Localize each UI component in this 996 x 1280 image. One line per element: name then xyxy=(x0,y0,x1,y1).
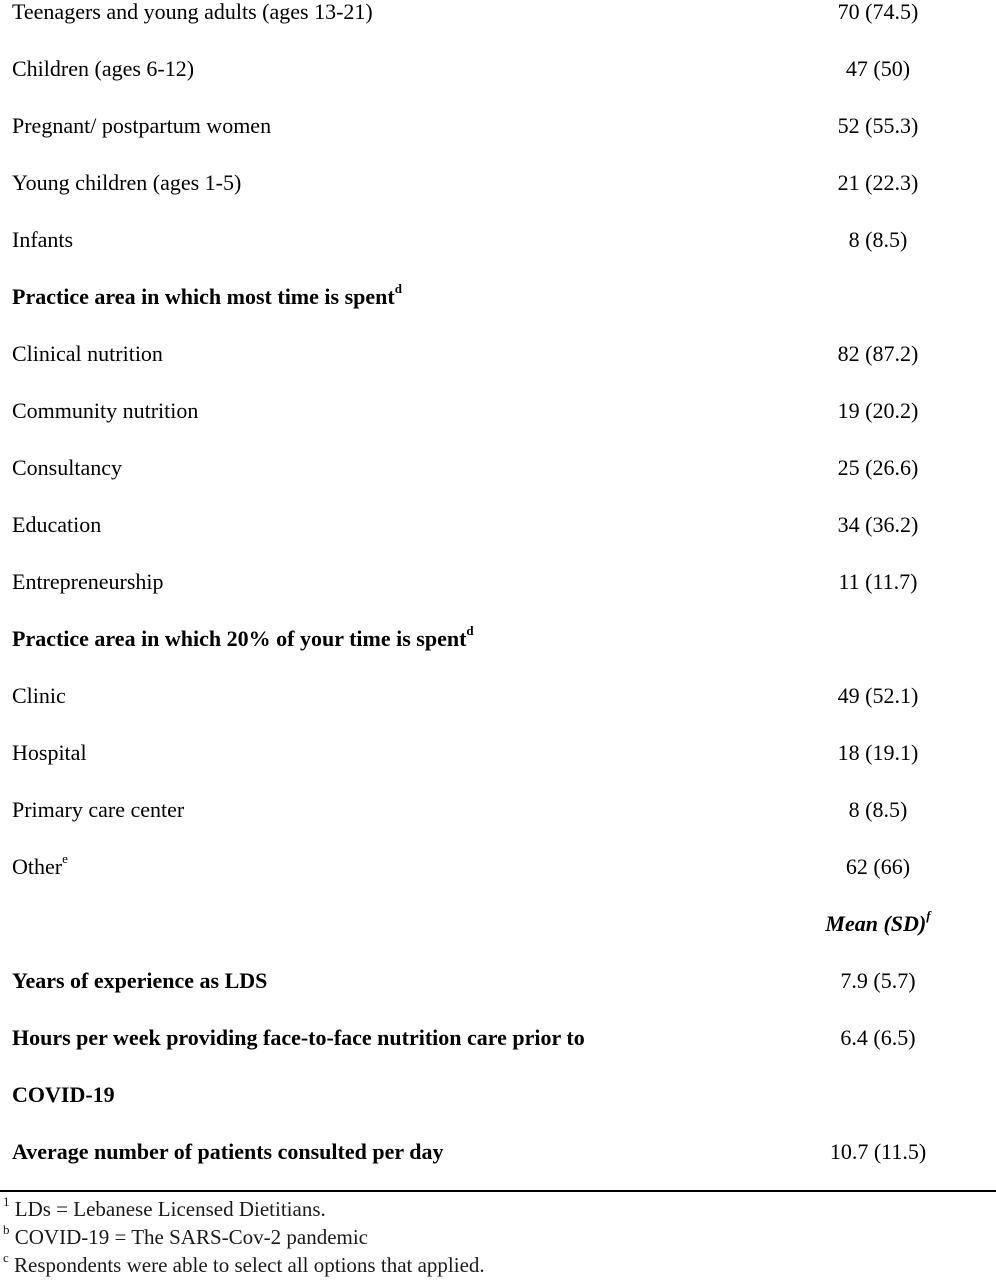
row-label-text: Average number of patients consulted per day xyxy=(12,1139,444,1164)
row-label-text: Entrepreneurship xyxy=(12,569,164,594)
footnote-marker: d xyxy=(394,280,402,296)
table-row xyxy=(12,966,996,996)
row-label xyxy=(12,510,101,540)
column-heading-text: Mean (SD) xyxy=(825,911,927,936)
row-value: 19 (20.2) xyxy=(837,398,919,423)
footnote xyxy=(3,1196,326,1222)
section-heading-row xyxy=(12,282,996,312)
row-label xyxy=(12,111,271,141)
table-row xyxy=(12,225,996,255)
row-value: 10.7 (11.5) xyxy=(829,1139,927,1164)
column-heading xyxy=(825,909,930,939)
footnote-mark: c xyxy=(3,1250,9,1265)
row-value: 6.4 (6.5) xyxy=(840,1025,916,1050)
row-label-text: Pregnant/ postpartum women xyxy=(12,113,272,138)
row-label xyxy=(12,1080,115,1110)
row-value: 11 (11.7) xyxy=(838,569,918,594)
section-heading-text: Practice area in which 20% of your time is spent xyxy=(12,626,467,651)
table-row xyxy=(12,168,996,198)
table-row xyxy=(12,54,996,84)
table-row xyxy=(12,510,996,540)
footnote-text: Respondents were able to select all options that applied. xyxy=(8,1253,485,1277)
row-value: 34 (36.2) xyxy=(837,512,919,537)
row-label-text: Education xyxy=(12,512,102,537)
table-row xyxy=(12,396,996,426)
row-label xyxy=(12,225,73,255)
row-label xyxy=(12,738,87,768)
section-heading-row xyxy=(12,624,996,654)
row-label-text: Hospital xyxy=(12,740,87,765)
row-label xyxy=(12,567,164,597)
row-label xyxy=(12,852,68,882)
row-label xyxy=(12,681,66,711)
row-label-text: Years of experience as LDS xyxy=(12,968,268,993)
row-label-text: Other xyxy=(12,854,63,879)
table-row xyxy=(12,1023,996,1053)
row-label-text: Hours per week providing face-to-face nutrition care prior to xyxy=(12,1025,585,1050)
table-row xyxy=(12,0,996,27)
table-row xyxy=(12,339,996,369)
row-label-text: Infants xyxy=(12,227,74,252)
row-value: 7.9 (5.7) xyxy=(840,968,916,993)
row-label-text: COVID-19 xyxy=(12,1082,115,1107)
table-row xyxy=(12,738,996,768)
row-value: 8 (8.5) xyxy=(848,797,908,822)
row-value: 70 (74.5) xyxy=(837,0,919,24)
section-heading xyxy=(12,624,474,654)
footnote-marker: d xyxy=(466,622,474,638)
row-label-text: Children (ages 6-12) xyxy=(12,56,195,81)
row-label-text: Clinic xyxy=(12,683,66,708)
column-heading-row xyxy=(12,909,996,939)
row-label xyxy=(12,0,373,27)
footnote xyxy=(3,1224,368,1250)
row-label-text: Clinical nutrition xyxy=(12,341,163,366)
table-row xyxy=(12,453,996,483)
table-row xyxy=(12,795,996,825)
row-label-text: Teenagers and young adults (ages 13-21) xyxy=(12,0,373,24)
row-label xyxy=(12,966,267,996)
footnote-marker: f xyxy=(926,907,931,923)
row-label xyxy=(12,168,241,198)
table-row xyxy=(12,567,996,597)
row-label-text: Young children (ages 1-5) xyxy=(12,170,242,195)
footnote-divider xyxy=(0,1190,996,1192)
row-value: 21 (22.3) xyxy=(837,170,919,195)
row-value: 18 (19.1) xyxy=(837,740,919,765)
row-label xyxy=(12,339,163,369)
row-value: 52 (55.3) xyxy=(837,113,919,138)
row-label xyxy=(12,453,122,483)
table-row xyxy=(12,681,996,711)
footnote-text: LDs = Lebanese Licensed Dietitians. xyxy=(9,1197,326,1221)
table-row xyxy=(12,111,996,141)
row-label-text: Community nutrition xyxy=(12,398,199,423)
row-label xyxy=(12,795,184,825)
table-row xyxy=(12,1080,996,1110)
row-label xyxy=(12,1023,585,1053)
table-row xyxy=(12,852,996,882)
table-row xyxy=(12,1137,996,1167)
section-heading xyxy=(12,282,402,312)
row-value: 49 (52.1) xyxy=(837,683,919,708)
footnote-mark: 1 xyxy=(3,1194,10,1209)
row-value: 25 (26.6) xyxy=(837,455,919,480)
footnote xyxy=(3,1252,485,1278)
footnote-marker: e xyxy=(62,850,68,866)
row-label xyxy=(12,396,198,426)
footnote-mark: b xyxy=(3,1222,10,1237)
row-value: 47 (50) xyxy=(845,56,911,81)
row-label xyxy=(12,54,194,84)
row-label xyxy=(12,1137,443,1167)
row-label-text: Primary care center xyxy=(12,797,185,822)
row-value: 8 (8.5) xyxy=(848,227,908,252)
row-label-text: Consultancy xyxy=(12,455,122,480)
row-value: 82 (87.2) xyxy=(837,341,919,366)
section-heading-text: Practice area in which most time is spent xyxy=(12,284,395,309)
row-value: 62 (66) xyxy=(845,854,911,879)
footnote-text: COVID-19 = The SARS-Cov-2 pandemic xyxy=(9,1225,369,1249)
